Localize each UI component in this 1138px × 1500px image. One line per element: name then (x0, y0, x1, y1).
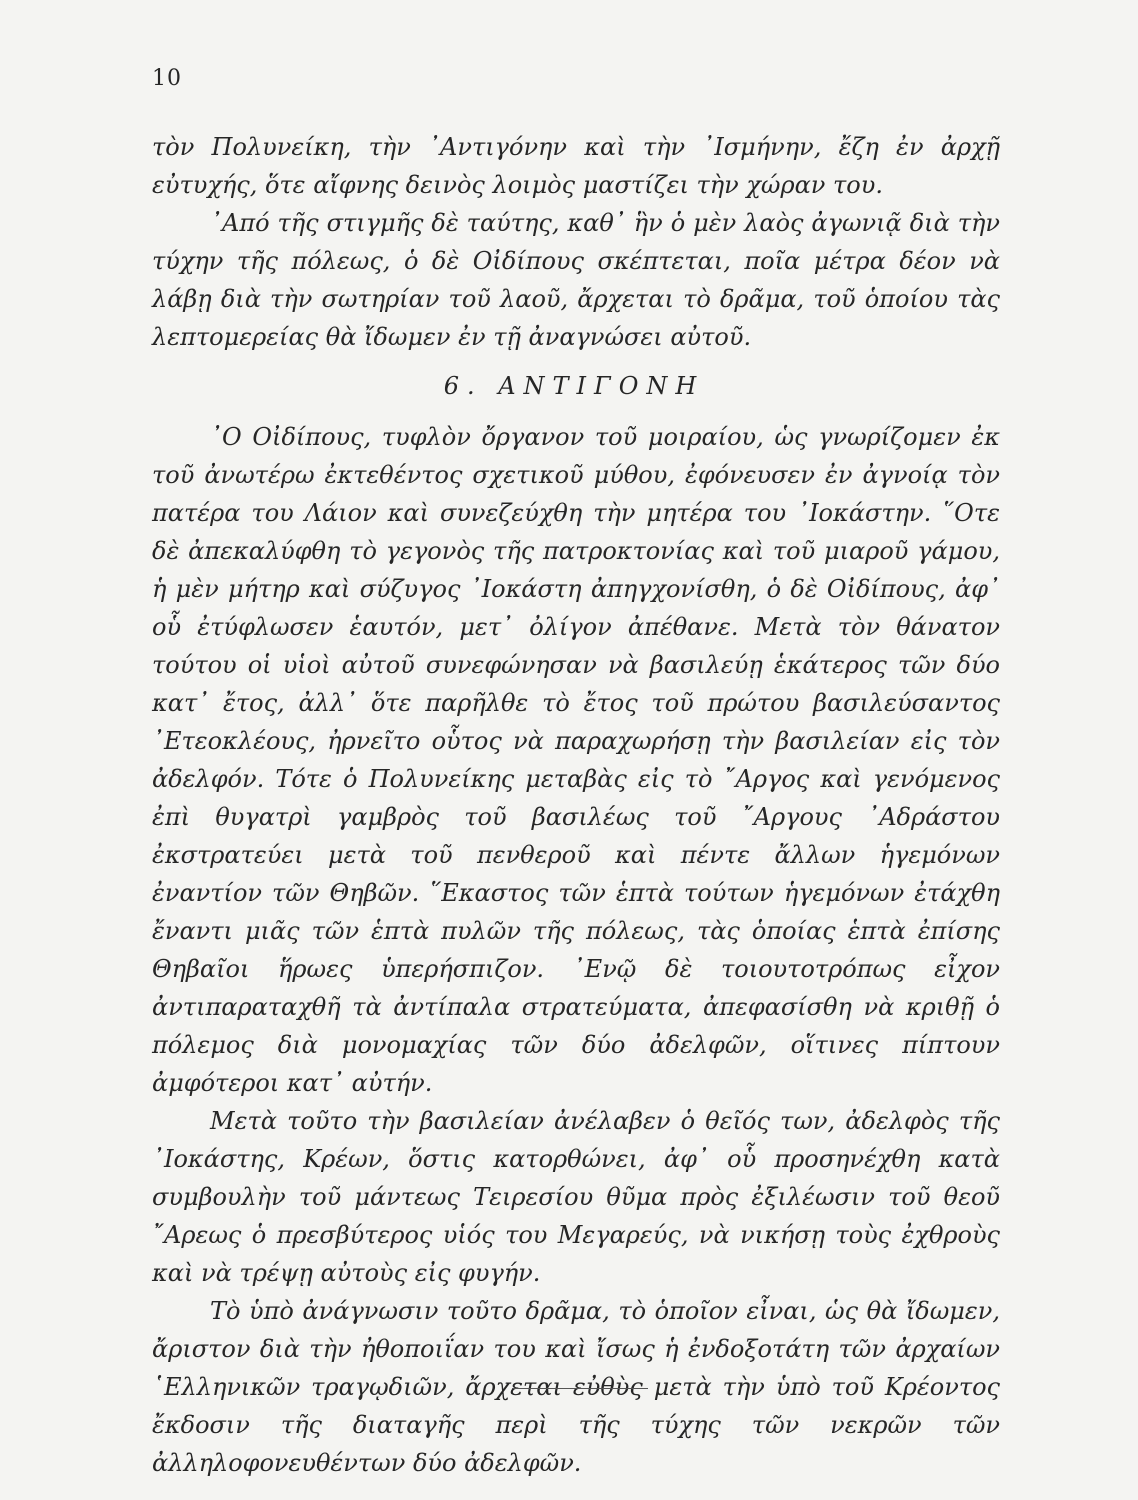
section-heading: 6. ΑΝΤΙΓΟΝΗ (443, 372, 705, 400)
closing-rule (512, 1388, 648, 1389)
section-paragraph-2: Μετὰ τοῦτο τὴν βασιλείαν ἀνέλαβεν ὁ θεῖός των, ἀδελφὸς τῆς ᾿Ιοκάστης, Κρέων, ὅστις κατορθώνει, ἀφ᾿ οὗ προσηνέχθη κατὰ συμβουλὴν τοῦ μάντεως Τειρεσίου θῦμα πρὸς ἐξιλέωσιν τοῦ θεοῦ ῎Αρεως ὁ πρεσβύτερος υἱός του Μεγαρεύς, νὰ νικήσῃ τοὺς ἐχθροὺς καὶ νὰ τρέψῃ αὐτοὺς εἰς φυγήν. (152, 1107, 1000, 1287)
section-body (152, 418, 1000, 1482)
section-paragraph-1: ᾿Ο Οἰδίπους, τυφλὸν ὄργανον τοῦ μοιραίου, ὡς γνωρίζομεν ἐκ τοῦ ἀνωτέρω ἐκτεθέντος σχετικοῦ μύθου, ἐφόνευσεν ἐν ἀγνοίᾳ τὸν πατέρα του Λάιον καὶ συνεζεύχθη τὴν μητέρα του ᾿Ιοκάστην. ῞Οτε δὲ ἀπεκαλύφθη τὸ γεγονὸς τῆς πατροκτονίας καὶ τοῦ μιαροῦ γάμου, ἡ μὲν μήτηρ καὶ σύζυγος ᾿Ιοκάστη ἀπηγχονίσθη, ὁ δὲ Οἰδίπους, ἀφ᾿ οὗ ἐτύφλωσεν ἑαυτόν, μετ᾿ ὀλίγον ἀπέθανε. Μετὰ τὸν θάνατον τούτου οἱ υἱοὶ αὐτοῦ συνεφώνησαν νὰ βασιλεύῃ ἑκάτερος τῶν δύο κατ᾿ ἔτος, ἀλλ᾿ ὅτε παρῆλθε τὸ ἔτος τοῦ πρώτου βασιλεύσαντος ᾿Ετεοκλέους, ἠρνεῖτο οὗτος νὰ παραχωρήσῃ τὴν βασιλείαν εἰς τὸν ἀδελφόν. Τότε ὁ Πολυνείκης μεταβὰς εἰς τὸ ῎Αργος καὶ γενόμενος ἐπὶ θυγατρὶ γαμβρὸς τοῦ βασιλέως τοῦ ῎Αργους ᾿Αδράστου ἐκστρατεύει μετὰ τοῦ πενθεροῦ καὶ πέντε ἄλλων ἡγεμόνων ἐναντίον τῶν Θηβῶν. ῞Εκαστος τῶν ἑπτὰ τούτων ἡγεμόνων ἐτάχθη ἔναντι μιᾶς τῶν ἑπτὰ πυλῶν τῆς πόλεως, τὰς ὁποίας ἑπτὰ ἐπίσης Θηβαῖοι ἥρωες ὑπερήσπιζον. ᾿Ενῷ δὲ τοιουτοτρόπως εἶχον ἀντιπαραταχθῆ τὰ ἀντίπαλα στρατεύματα, ἀπεφασίσθη νὰ κριθῇ ὁ πόλεμος διὰ μονομαχίας τῶν δύο ἀδελφῶν, οἵτινες πίπτουν ἀμφότεροι κατ᾿ αὐτήν. (152, 423, 1000, 1097)
intro-text (152, 128, 1000, 356)
page-number: 10 (152, 66, 182, 91)
intro-paragraph-2: ᾿Από τῆς στιγμῆς δὲ ταύτης, καθ᾿ ἣν ὁ μὲν λαὸς ἀγωνιᾷ διὰ τὴν τύχην τῆς πόλεως, ὁ δὲ Οἰδίπους σκέπτεται, ποῖα μέτρα δέον νὰ λάβῃ διὰ τὴν σωτηρίαν τοῦ λαοῦ, ἄρχεται τὸ δρᾶμα, τοῦ ὁποίου τὰς λεπτομερείας θὰ ἴδωμεν ἐν τῇ ἀναγνώσει αὐτοῦ. (152, 209, 1000, 351)
section-paragraph-3: Τὸ ὑπὸ ἀνάγνωσιν τοῦτο δρᾶμα, τὸ ὁποῖον εἶναι, ὡς θὰ ἴδωμεν, ἄριστον διὰ τὴν ἠθοποιΐαν του καὶ ἴσως ἡ ἐνδοξοτάτη τῶν ἀρχαίων ῾Ελληνικῶν τραγῳδιῶν, ἄρχεται εὐθὺς μετὰ τὴν ὑπὸ τοῦ Κρέοντος ἔκδοσιν τῆς διαταγῆς περὶ τῆς τύχης τῶν νεκρῶν τῶν ἀλληλοφονευθέντων δύο ἀδελφῶν. (152, 1297, 1000, 1477)
intro-paragraph-1: τὸν Πολυνείκη, τὴν ᾿Αντιγόνην καὶ τὴν ᾿Ισμήνην, ἔζη ἐν ἀρχῇ εὐτυχής, ὅτε αἴφνης δεινὸς λοιμὸς μαστίζει τὴν χώραν του. (152, 133, 1000, 199)
